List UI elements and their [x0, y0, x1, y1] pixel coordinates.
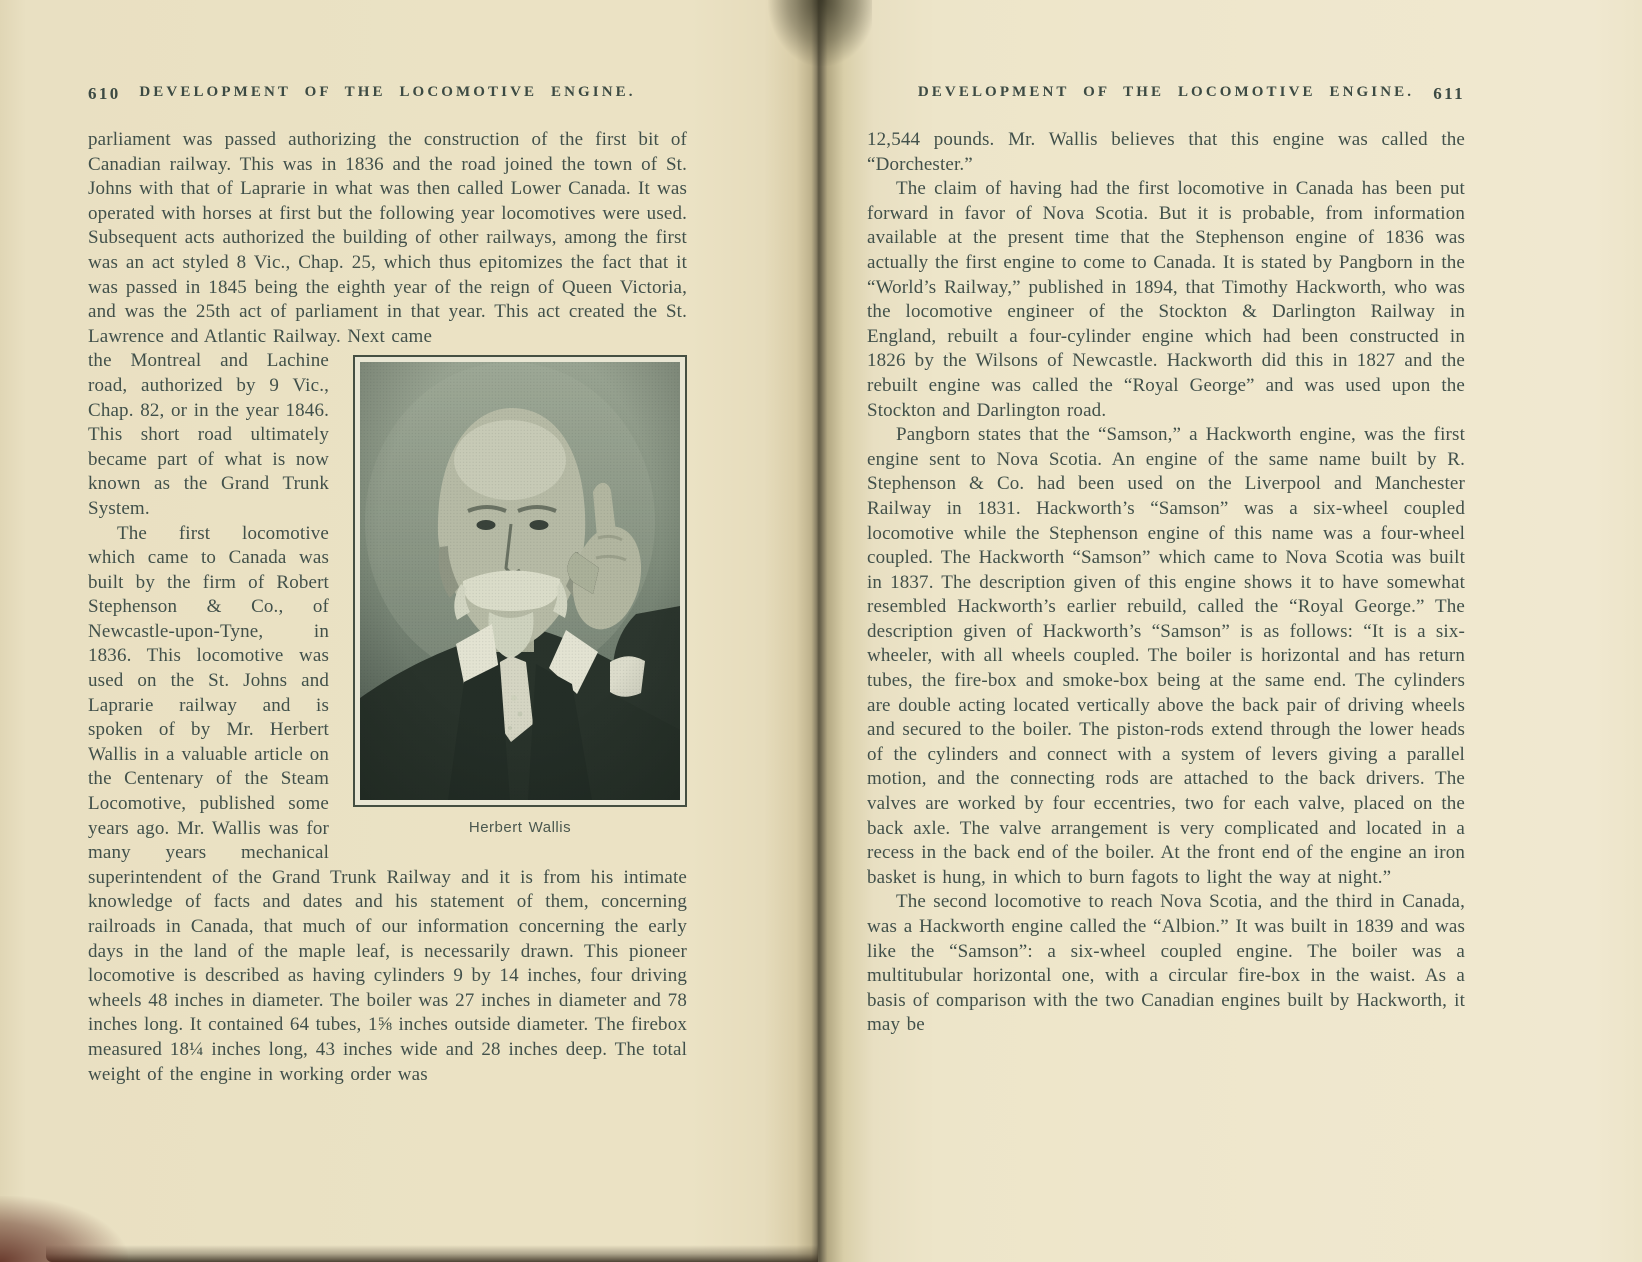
left-page-body [88, 128, 687, 1087]
bottom-edge-shadow [46, 1245, 818, 1262]
paragraph: The first locomotive which came to Canada was built by the firm of Robert Stephenson & Co., of Newcastle-upon-Tyne, in 1836. This locomotive was used on the St. Johns and Laprarie railway and is spoken of by Mr. Herbert Wallis in a valuable article on the Centenary of the Steam Locomotive, published some years ago. Mr. Wallis was for many years mechanical superintendent of the Grand Trunk Railway and it is from his intimate knowledge of facts and dates and his statement of them, concerning railroads in Canada, that much of our information concerning the early days in the land of the maple leaf, is necessarily drawn. This pioneer locomotive is described as having cylinders 9 by 14 inches, four driving wheels 48 inches in diameter. The boiler was 27 inches in diameter and 78 inches long. It contained 64 tubes, 1⅝ inches outside diameter. The firebox measured 18¼ inches long, 43 inches wide and 28 inches deep. The total weight of the engine in working order was [88, 522, 687, 1085]
paragraph-text: parliament was passed authorizing the construction of the first bit of Canadian railway. This was in 1836 and the road joined the town of St. Johns with that of Laprarie in what was then called Lower Canada. It was operated with horses at first but the following year locomotives were used. Subsequent acts authorized the building of other railways, among the first was an act styled 8 Vic., Chap. 25, which thus epitomizes the fact that it was passed in 1845 being the eighth year of the reign of Queen Victoria, and was the 25th act of parliament in that year. This act created the St. Lawrence and Atlantic Railway. Next came [88, 129, 687, 347]
portrait-caption: Herbert Wallis [468, 819, 572, 837]
paragraph: 12,544 pounds. Mr. Wallis believes that this engine was called the “Dorchester.” [867, 129, 1465, 175]
right-running-head-title: DEVELOPMENT OF THE LOCOMOTIVE ENGINE. [917, 84, 1415, 100]
left-running-head [88, 84, 687, 108]
portrait-illustration [360, 362, 680, 800]
paragraph-text: the Montreal and Lachine road, authorized by 9 Vic., Chap. 82, or in the year 1846. This short road ultimately became part of what is now known as the Grand Trunk System. [88, 350, 329, 519]
right-page-body [867, 128, 1465, 1038]
portrait-figure [353, 355, 687, 841]
paragraph: Pangborn states that the “Samson,” a Hackworth engine, was the first engine sent to Nova Scotia. An engine of the same name built by R. Stephenson & Co. had been used on the Liverpool and Manchester Railway in 1831. Hackworth’s “Samson” was a six-wheel coupled locomotive while the Stephenson engine of this name was a four-wheel coupled. The Hackworth “Samson” which came to Nova Scotia was built in 1837. The description given of this engine shows it to have somewhat resembled Hackworth’s earlier rebuild, called the “Royal George.” The description given of Hackworth’s “Samson” is as follows: “It is a six-wheeler, with all wheels coupled. The boiler is horizontal and has return tubes, the fire-box and smoke-box being at the same end. The cylinders are double acting located vertically above the back pair of driving wheels and secured to the boiler. The piston-rods extend through the lower heads of the cylinders and connect with a system of levers giving a parallel motion, and the connecting rods are attached to the back drivers. The valves are worked by four eccentries, two for each valve, placed on the back axle. The valve arrangement is very complicated and located in a recess in the back end of the boiler. At the front end of the engine an iron basket is hung, in which to burn fagots to light the way at night.” [867, 424, 1465, 888]
paragraph [88, 128, 687, 349]
gutter-top-shadow [768, 0, 872, 66]
right-running-head [867, 84, 1465, 108]
paragraph: The claim of having had the first locomotive in Canada has been put forward in favor of Nova Scotia. But it is probable, from information available at the present time that the Stephenson engine of 1836 was actually the first engine to come to Canada. It is stated by Pangborn in the “World’s Railway,” published in 1894, that Timothy Hackworth, who was the locomotive engineer of the Stockton & Darlington Railway in England, rebuilt a four-cylinder engine which had been constructed in 1826 by the Wilsons of Newcastle. Hackworth did this in 1827 and the rebuilt engine was called the “Royal George” and was used upon the Stockton and Darlington road. [867, 178, 1465, 421]
left-running-head-title: DEVELOPMENT OF THE LOCOMOTIVE ENGINE. [139, 84, 636, 100]
left-page [88, 84, 687, 1087]
right-page-number: 611 [1433, 84, 1465, 103]
paragraph: The second locomotive to reach Nova Scotia, and the third in Canada, was a Hackworth engine called the “Albion.” It was built in 1839 and was like the “Samson”: a six-wheel coupled engine. The boiler was a multitubular horizontal one, with a circular fire-box in the waist. As a basis of comparison with the two Canadian engines built by Hackworth, it may be [867, 891, 1465, 1036]
left-page-number: 610 [88, 84, 121, 103]
cover-corner-mark [0, 1196, 128, 1262]
herbert-wallis-portrait [353, 355, 687, 807]
right-page [867, 84, 1465, 1038]
